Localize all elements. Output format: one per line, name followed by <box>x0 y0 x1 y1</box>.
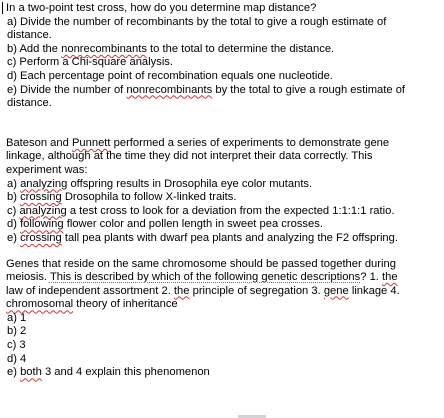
text-run: a) Divide the number of recombinants by the total to give a rough estimate of <box>7 15 387 28</box>
stem-line <box>6 298 442 312</box>
answer-options <box>6 312 442 380</box>
option-line <box>6 56 442 70</box>
option-line <box>6 29 442 43</box>
option-line <box>6 205 442 219</box>
text-run: c) Perform a Chi-square analysis. <box>7 56 174 69</box>
text-run: a) 1 <box>7 311 27 324</box>
grammar-flagged-phrase: This is described by which of the following genetic descriptions <box>49 271 361 284</box>
option-line <box>6 191 442 205</box>
spellcheck-flagged-word: crossing <box>20 191 62 204</box>
text-run: offspring results in Drosophila eye color mutants. <box>67 177 313 190</box>
text-run: a) <box>7 177 21 190</box>
text-run: performed a series of experiments to demonstrate gene <box>110 136 390 149</box>
option-line <box>6 43 442 57</box>
text-run: by the total to give a rough estimate of <box>212 83 406 96</box>
stem-line <box>6 271 442 285</box>
text-run: principle of segregation 3. <box>189 284 324 297</box>
text-run: 3 and 4 explain this phenomenon <box>41 366 210 379</box>
text-run: distance. <box>7 29 52 42</box>
option-line <box>6 353 442 367</box>
option-line <box>6 70 442 84</box>
question-3 <box>6 258 442 380</box>
question-2 <box>6 137 442 246</box>
option-line <box>6 16 442 30</box>
text-run: law of independent assortment 2. <box>6 284 174 297</box>
stem-line <box>6 285 442 299</box>
spellcheck-flagged-word: analyzing <box>19 204 67 217</box>
text-run: a test cross to look for a deviation from the expected 1:1:1:1 ratio. <box>66 204 395 217</box>
text-run: to the total to determine the distance. <box>146 42 335 55</box>
text-run: theory of inheritance <box>73 298 178 311</box>
spellcheck-flagged-word: analyzing <box>20 177 68 190</box>
text-run: e) <box>7 231 21 244</box>
stem-line <box>6 2 442 16</box>
text-run: distance. <box>7 97 52 110</box>
text-run: experiment was: <box>6 163 88 176</box>
option-line <box>6 312 442 326</box>
text-run: linkage, although at the time they did not interpret their data correctly. This <box>6 150 373 163</box>
spellcheck-flagged-word: following <box>20 218 64 231</box>
stem-line <box>6 258 442 272</box>
text-run: In a two-point test cross, how do you determine map distance? <box>6 2 317 14</box>
text-run: d) Each percentage point of recombination equals one nucleotide. <box>7 69 333 82</box>
text-run: meiosis. <box>6 271 50 284</box>
stem-line <box>6 137 442 151</box>
text-run: b) 2 <box>7 325 27 338</box>
text-cursor <box>2 2 3 14</box>
text-run: d) 4 <box>7 352 27 365</box>
spellcheck-flagged-word: chromosomal <box>6 298 74 311</box>
text-run: c) 3 <box>7 339 26 352</box>
option-line <box>6 218 442 232</box>
text-run: d) <box>7 218 21 231</box>
text-run: Drosophila to follow X-linked traits. <box>61 191 237 204</box>
text-run: flower color and pollen length in sweet pea crosses. <box>63 218 323 231</box>
text-run: linkage 4. <box>348 284 400 297</box>
spellcheck-flagged-word: Punnett <box>71 136 111 149</box>
spellcheck-flagged-word: the <box>382 271 398 284</box>
spellcheck-flagged-word: the <box>173 284 190 297</box>
option-line <box>6 339 442 353</box>
spellcheck-flagged-word: both <box>20 366 42 379</box>
text-run: Bateson and <box>6 136 72 149</box>
text-run: b) <box>7 191 21 204</box>
spellcheck-flagged-word: crossing <box>20 231 62 244</box>
text-run: Genes that reside on the same chromosome should be passed together during <box>6 257 396 270</box>
option-line <box>6 232 442 246</box>
option-line <box>6 178 442 192</box>
question-stem <box>6 2 442 16</box>
spellcheck-flagged-word: gene <box>323 284 349 297</box>
stem-line <box>6 150 442 164</box>
spellcheck-flagged-word: nonrecombinants <box>126 83 213 96</box>
stem-line <box>6 164 442 178</box>
option-line <box>6 325 442 339</box>
text-run: b) Add the <box>7 42 62 55</box>
answer-options <box>6 16 442 111</box>
document-body <box>6 0 442 380</box>
spellcheck-flagged-word: nonrecombinants <box>61 42 147 55</box>
question-stem <box>6 258 442 312</box>
text-run: c) <box>7 204 20 217</box>
option-line <box>6 366 442 380</box>
text-run: e) Divide the number of <box>7 83 127 96</box>
text-run: e) <box>7 366 21 379</box>
text-run: tall pea plants with dwarf pea plants and analyzing the F2 offspring. <box>61 231 398 244</box>
question-stem <box>6 137 442 178</box>
answer-options <box>6 178 442 246</box>
text-run: ? 1. <box>360 271 383 284</box>
question-1 <box>6 2 442 111</box>
option-line <box>6 84 442 98</box>
option-line <box>6 97 442 111</box>
